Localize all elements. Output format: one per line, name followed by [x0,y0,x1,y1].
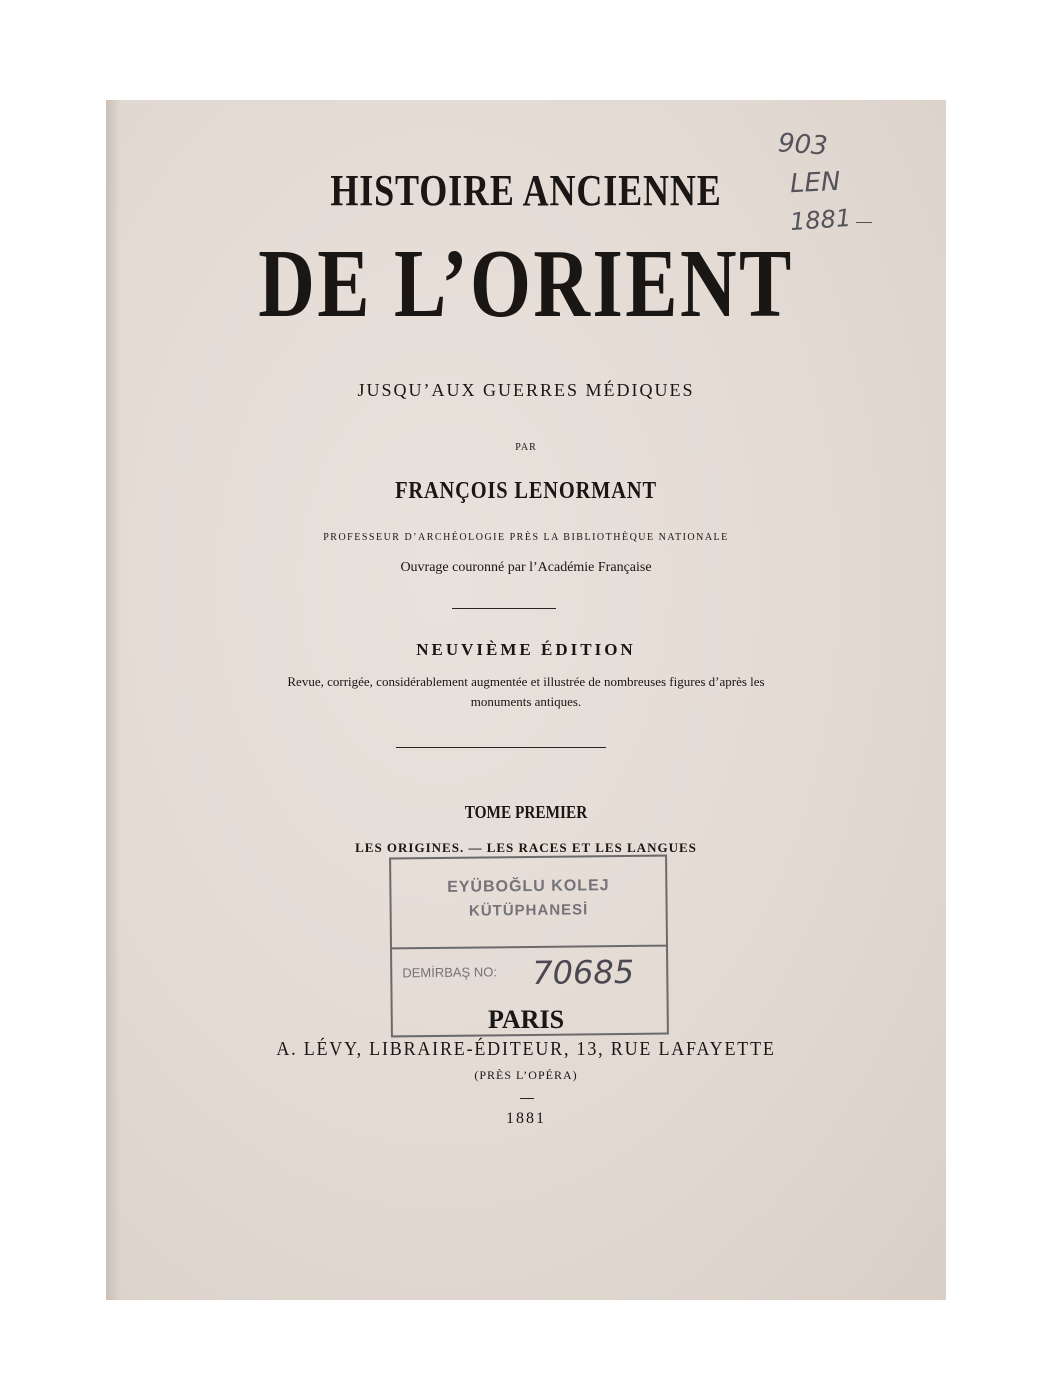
year: 1881 [506,1110,546,1127]
author-name: FRANÇOIS LENORMANT [395,478,657,504]
handwritten-line-1: 903 [777,128,829,162]
stamp-header [391,857,666,950]
volume-title: TOME PREMIER [464,802,588,822]
edition-note-line-2: monuments antiques. [470,694,582,709]
divider-short [452,608,556,609]
title-line-1: HISTOIRE ANCIENNE [330,166,722,215]
par-label: PAR [515,442,537,453]
dash-before-year [520,1098,534,1099]
stamp-line-2: KÜTÜPHANESİ [468,901,589,920]
stamp-label: DEMİRBAŞ NO: [402,964,497,981]
author-role: PROFESSEUR D’ARCHÉOLOGIE PRÈS LA BIBLIOTHÈQUE NATIONALE [323,532,729,543]
volume-subtitle: LES ORIGINES. — LES RACES ET LES LANGUES [355,840,697,855]
edition: NEUVIÈME ÉDITION [416,640,636,659]
publisher: A. LÉVY, LIBRAIRE-ÉDITEUR, 13, RUE LAFAYETTE [276,1038,776,1060]
edition-note-line-1: Revue, corrigée, considérablement augmentée et illustrée de nombreuses figures d’après les [287,674,765,689]
handwritten-line-3: 1881 [789,203,852,237]
subtitle: JUSQU’AUX GUERRES MÉDIQUES [357,380,695,400]
stamp-line-1: EYÜBOĞLU KOLEJ [447,877,610,896]
stamp-number: 70685 [532,952,635,992]
publisher-note: (PRÈS L’OPÉRA) [474,1068,578,1082]
handwritten-line-2: LEN [789,166,842,200]
handwritten-dash [856,222,872,223]
divider-long [396,747,606,748]
city: PARIS [487,1005,565,1034]
title-page [106,100,946,1300]
title-line-2: DE L’ORIENT [258,230,794,338]
award-line: Ouvrage couronné par l’Académie Française [400,560,652,575]
